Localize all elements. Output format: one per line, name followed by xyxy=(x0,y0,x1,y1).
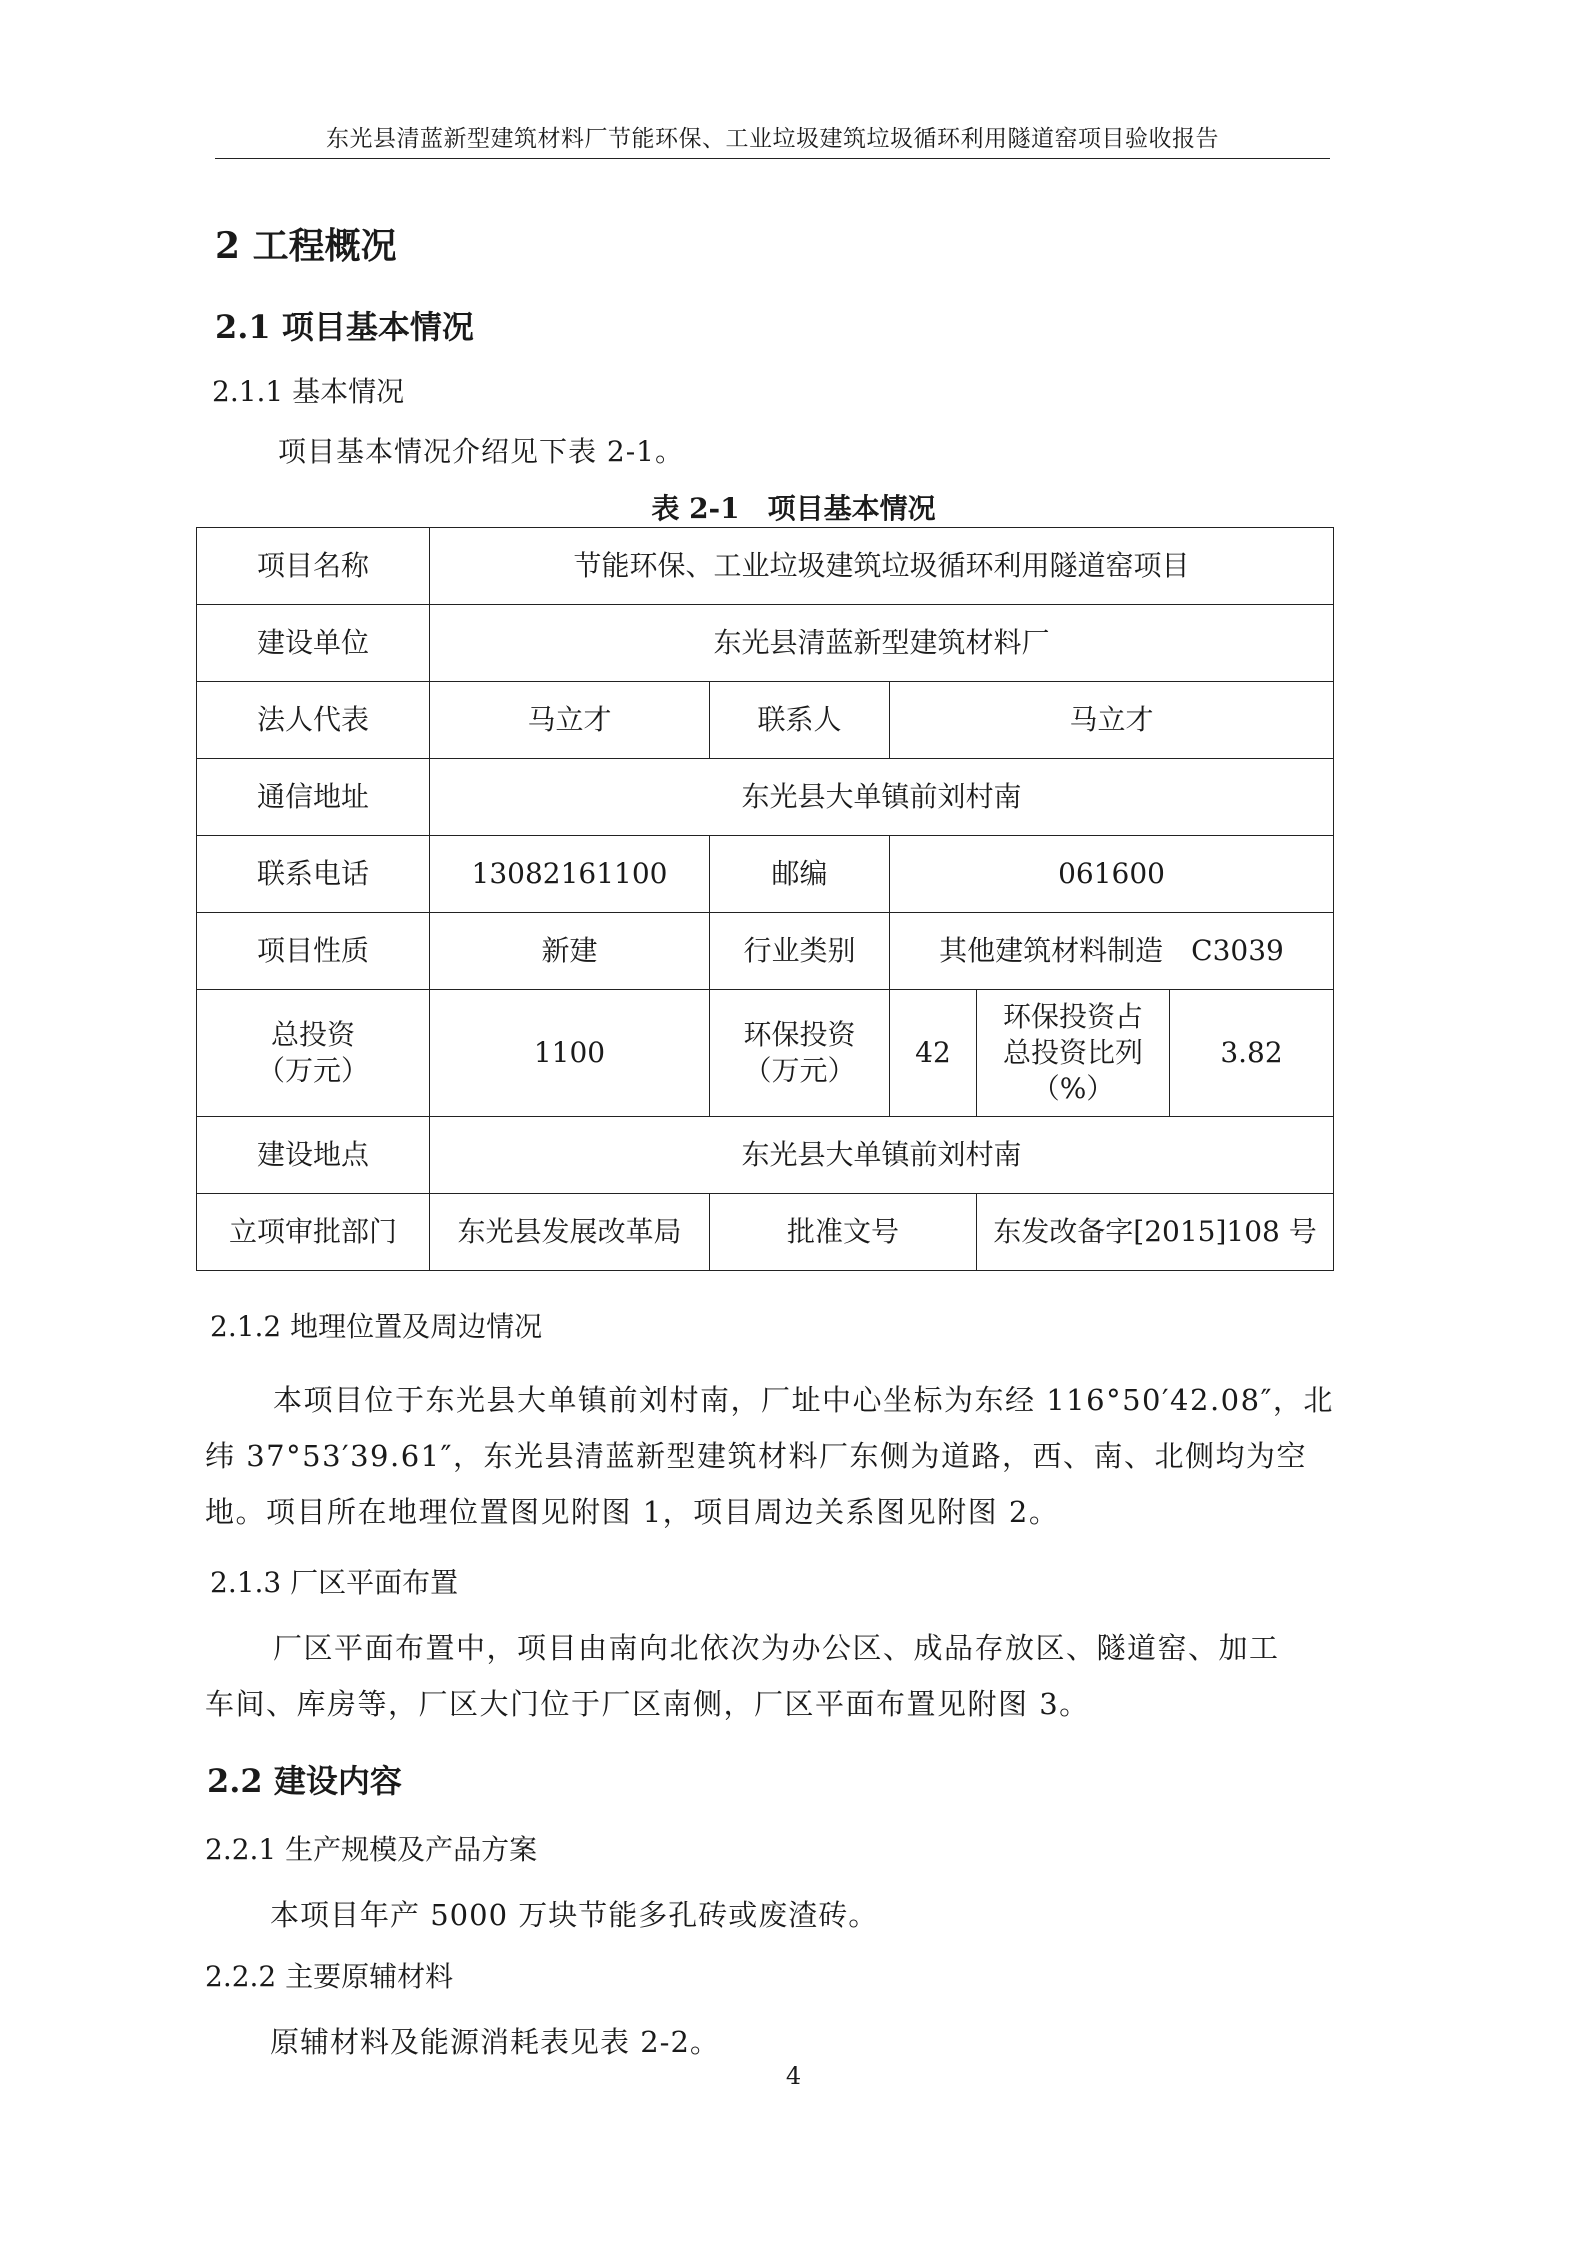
env-invest-label xyxy=(710,990,890,1117)
legal-rep-label: 法人代表 xyxy=(197,682,430,759)
site-label: 建设地点 xyxy=(197,1117,430,1194)
builder-label: 建设单位 xyxy=(197,605,430,682)
section-2-2-title: 2.2 建设内容 xyxy=(207,1762,402,1800)
page-number: 4 xyxy=(785,2062,802,2090)
approval-dept-label: 立项审批部门 xyxy=(197,1194,430,1271)
postcode-label: 邮编 xyxy=(710,836,890,913)
section-2-2-1-title: 2.2.1 生产规模及产品方案 xyxy=(205,1833,538,1866)
postcode-value: 061600 xyxy=(890,836,1334,913)
table-caption: 表 2-1 项目基本情况 xyxy=(651,492,936,525)
contact-value: 马立才 xyxy=(890,682,1334,759)
paragraph-line: 厂区平面布置中，项目由南向北依次为办公区、成品存放区、隧道窑、加工 xyxy=(273,1631,1280,1665)
legal-rep-value: 马立才 xyxy=(430,682,710,759)
paragraph-line: 地。项目所在地理位置图见附图 1，项目周边关系图见附图 2。 xyxy=(205,1495,1060,1529)
phone-label: 联系电话 xyxy=(197,836,430,913)
approval-no-label: 批准文号 xyxy=(710,1194,977,1271)
section-2-1-2-paragraph xyxy=(205,1372,1335,1540)
project-name-value: 节能环保、工业垃圾建筑垃圾循环利用隧道窑项目 xyxy=(430,528,1334,605)
paragraph-line: 车间、库房等，厂区大门位于厂区南侧，厂区平面布置见附图 3。 xyxy=(205,1687,1090,1721)
builder-value: 东光县清蓝新型建筑材料厂 xyxy=(430,605,1334,682)
ratio-label-line3: （%） xyxy=(1031,1072,1115,1105)
section-2-2-1-text: 本项目年产 5000 万块节能多孔砖或废渣砖。 xyxy=(270,1898,879,1932)
address-value: 东光县大单镇前刘村南 xyxy=(430,759,1334,836)
total-invest-label xyxy=(197,990,430,1117)
env-invest-label-line2: （万元） xyxy=(743,1054,856,1087)
total-invest-label-line2: （万元） xyxy=(256,1054,369,1087)
section-2-1-3-title: 2.1.3 厂区平面布置 xyxy=(210,1566,459,1599)
section-2-title: 2 工程概况 xyxy=(215,225,397,267)
env-invest-label-line1: 环保投资 xyxy=(743,1018,856,1051)
nature-value: 新建 xyxy=(430,913,710,990)
section-2-1-1-title: 2.1.1 基本情况 xyxy=(212,375,405,408)
section-2-1-title: 2.1 项目基本情况 xyxy=(215,308,474,346)
total-invest-value: 1100 xyxy=(430,990,710,1117)
project-name-label: 项目名称 xyxy=(197,528,430,605)
project-info-table xyxy=(196,527,1334,1271)
section-2-2-2-title: 2.2.2 主要原辅材料 xyxy=(205,1960,454,1993)
ratio-label-line2: 总投资比列 xyxy=(1002,1036,1143,1069)
header-rule xyxy=(215,158,1330,159)
site-value: 东光县大单镇前刘村南 xyxy=(430,1117,1334,1194)
paragraph-line: 本项目位于东光县大单镇前刘村南，厂址中心坐标为东经 116°50′42.08″，北 xyxy=(273,1383,1334,1417)
section-2-1-2-title: 2.1.2 地理位置及周边情况 xyxy=(210,1310,543,1343)
section-2-1-1-text: 项目基本情况介绍见下表 2-1。 xyxy=(278,435,684,468)
approval-dept-value: 东光县发展改革局 xyxy=(430,1194,710,1271)
contact-label: 联系人 xyxy=(710,682,890,759)
env-invest-value: 42 xyxy=(890,990,977,1117)
ratio-value: 3.82 xyxy=(1170,990,1334,1117)
section-2-2-2-text: 原辅材料及能源消耗表见表 2-2。 xyxy=(270,2025,720,2059)
ratio-label xyxy=(977,990,1170,1117)
running-header: 东光县清蓝新型建筑材料厂节能环保、工业垃圾建筑垃圾循环利用隧道窑项目验收报告 xyxy=(326,126,1219,152)
industry-label: 行业类别 xyxy=(710,913,890,990)
nature-label: 项目性质 xyxy=(197,913,430,990)
approval-no-value: 东发改备字[2015]108 号 xyxy=(977,1194,1334,1271)
section-2-1-3-paragraph xyxy=(205,1620,1335,1732)
paragraph-line: 纬 37°53′39.61″，东光县清蓝新型建筑材料厂东侧为道路，西、南、北侧均为空 xyxy=(205,1439,1307,1473)
address-label: 通信地址 xyxy=(197,759,430,836)
industry-value: 其他建筑材料制造 C3039 xyxy=(890,913,1334,990)
ratio-label-line1: 环保投资占 xyxy=(1002,1000,1143,1033)
total-invest-label-line1: 总投资 xyxy=(270,1018,355,1051)
phone-value: 13082161100 xyxy=(430,836,710,913)
